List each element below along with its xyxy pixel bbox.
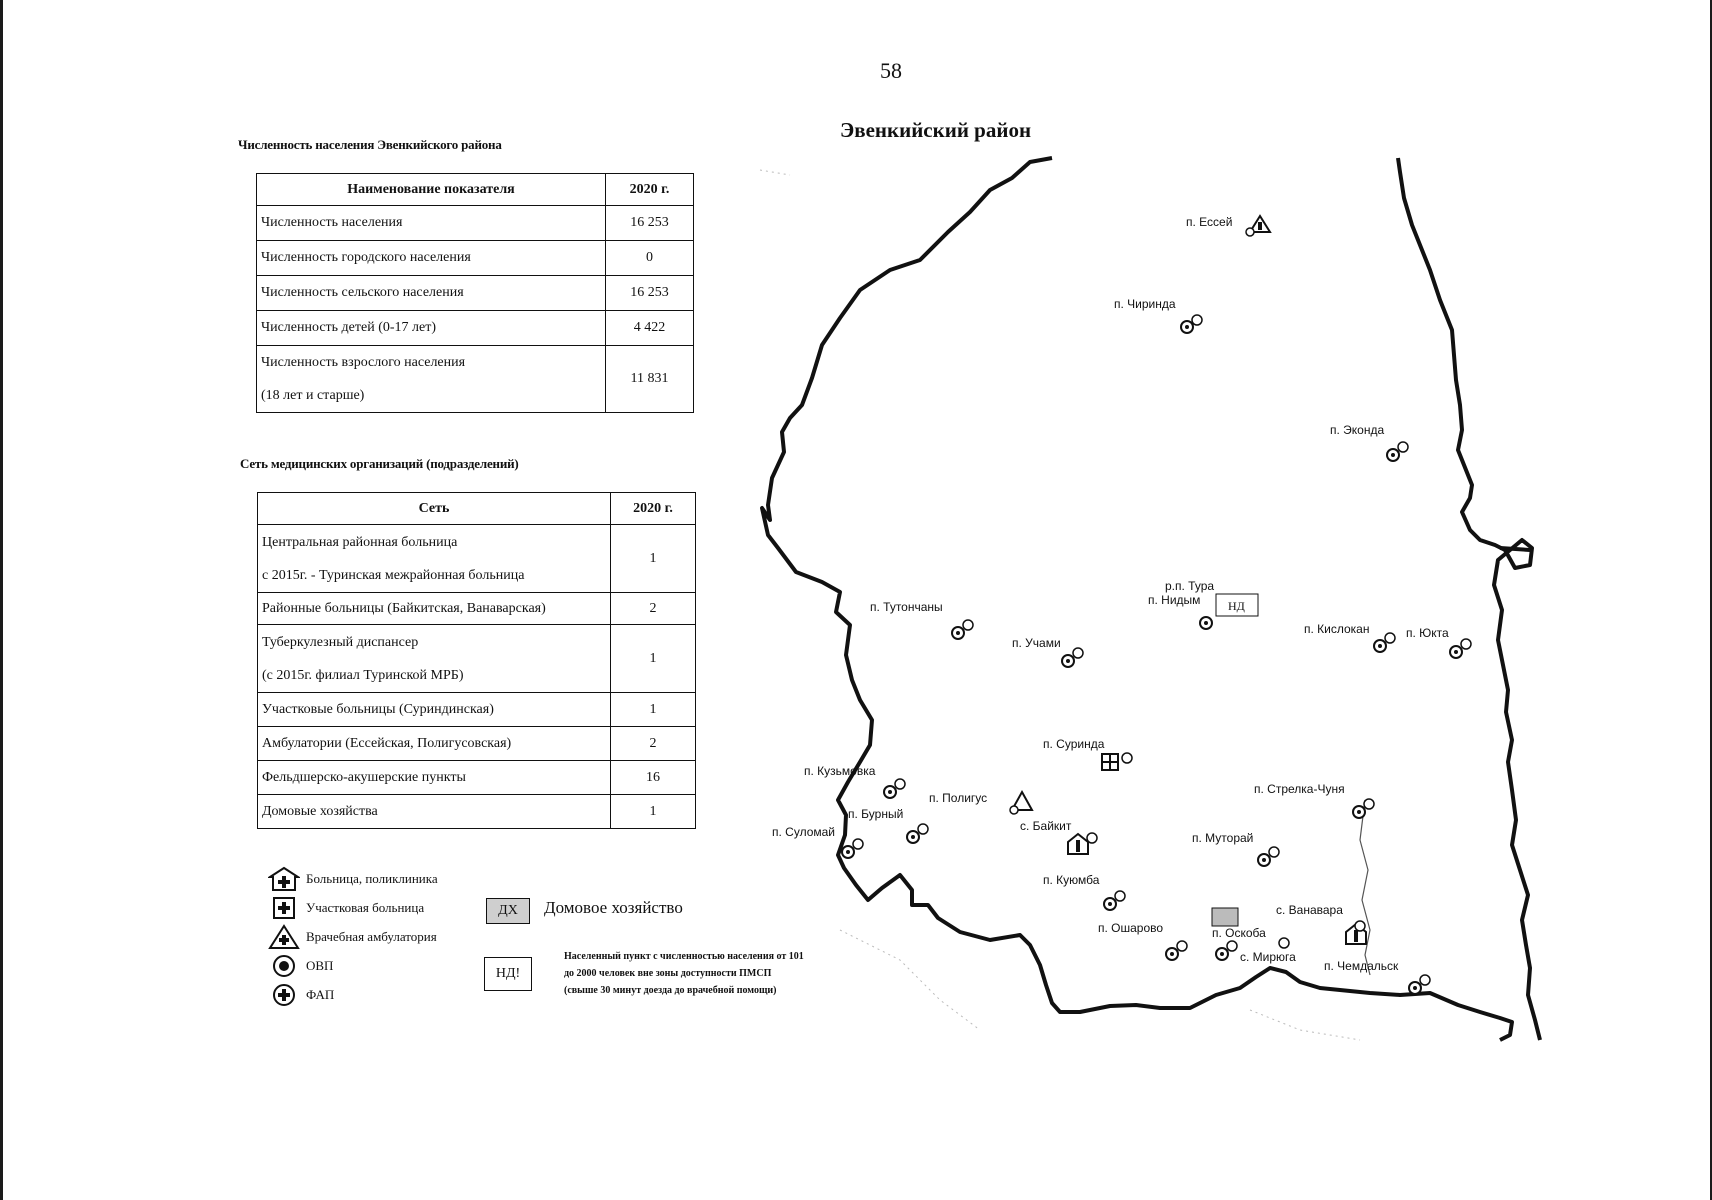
row-value: 16 253 (606, 206, 694, 241)
settlement-label: п. Ошарово (1098, 921, 1164, 935)
settlement-marker (907, 824, 928, 843)
settlement-marker (842, 839, 863, 858)
row-label-line: Туберкулезный диспансер (262, 634, 419, 650)
settlement-label: п. Суломай (772, 825, 836, 839)
settlement-marker (1181, 315, 1202, 333)
settlement-label: п. Куюмба (1043, 873, 1100, 887)
hospital-marker (1346, 921, 1366, 944)
settlement-label: с. Байкит (1020, 819, 1072, 833)
settlement-marker (1062, 648, 1083, 667)
settlement-marker (1104, 891, 1125, 910)
row-value: 1 (611, 693, 696, 727)
row-label: Численность городского населения (257, 241, 606, 276)
row-label-line: (18 лет и старше) (261, 388, 365, 403)
settlement-marker (1409, 975, 1430, 994)
settlement-label: п. Тутончаны (870, 600, 943, 614)
nd-marker-label: НД (1228, 599, 1245, 613)
map-title: Эвенкийский район (840, 118, 1032, 142)
settlement-label: п. Ессей (1186, 215, 1233, 229)
row-label-line: (с 2015г. филиал Туринской МРБ) (262, 667, 464, 683)
household-marker (1212, 908, 1238, 926)
settlement-marker (1450, 639, 1471, 658)
settlement-label: с. Мирюга (1240, 950, 1296, 964)
column-header: 2020 г. (606, 174, 694, 206)
row-value: 16 253 (606, 276, 694, 311)
settlement-label: р.п. Тура (1165, 579, 1215, 593)
district-border-east (1500, 548, 1530, 550)
row-label: Районные больницы (Байкитская, Ванаварская) (258, 593, 611, 625)
row-label: Численность сельского населения (257, 276, 606, 311)
row-label: Домовые хозяйства (258, 795, 611, 829)
row-value: 2 (611, 727, 696, 761)
row-value: 11 831 (606, 346, 694, 413)
row-label: Фельдшерско-акушерские пункты (258, 761, 611, 795)
settlement-label: с. Ванавара (1276, 903, 1343, 917)
row-label: Численность детей (0-17 лет) (257, 311, 606, 346)
settlement-marker (1258, 847, 1279, 866)
settlement-label: п. Нидым (1148, 593, 1201, 607)
row-label: Амбулатории (Ессейская, Полигусовская) (258, 727, 611, 761)
legend-label: Врачебная амбулатория (306, 929, 437, 944)
settlement-marker (1200, 617, 1212, 629)
column-header: Сеть (258, 493, 611, 525)
settlement-label: п. Чиринда (1114, 297, 1176, 311)
page-number: 58 (880, 58, 902, 83)
settlement-label: п. Юкта (1406, 626, 1449, 640)
settlement-label: п. Кислокан (1304, 622, 1370, 636)
row-label: Численность населения (257, 206, 606, 241)
row-label-line: Центральная районная больница (262, 534, 458, 550)
row-value: 1 (611, 525, 696, 593)
settlement-label: п. Кузьмовка (804, 764, 876, 778)
legend-label: Участковая больница (306, 900, 425, 915)
household-label: Домовое хозяйство (544, 898, 683, 917)
row-value: 2 (611, 593, 696, 625)
river (1360, 800, 1370, 975)
row-label: Участковые больницы (Суриндинская) (258, 693, 611, 727)
ambulatory-marker (1010, 792, 1032, 814)
hospital-marker (1068, 833, 1097, 854)
nd-description: Населенный пункт с численностью населения от 101 до 2000 человек вне зоны доступности ПМСП (свыше 30 минут доезда до врачебной помощи) (564, 951, 804, 996)
row-value: 4 422 (606, 311, 694, 346)
terrain-dots (760, 170, 1360, 1040)
household-symbol: ДХ (486, 898, 530, 924)
ambulatory-marker (1246, 216, 1270, 236)
settlement-label: п. Полигус (929, 791, 988, 805)
row-label-line: с 2015г. - Туринская межрайонная больница (262, 567, 525, 583)
settlement-label: п. Учами (1012, 636, 1061, 650)
legend-label: Больница, поликлиника (306, 871, 438, 886)
row-value: 16 (611, 761, 696, 795)
settlement-marker (1387, 442, 1408, 461)
settlement-label: п. Бурный (848, 807, 904, 821)
column-header: 2020 г. (611, 493, 696, 525)
population-table-title: Численность населения Эвенкийского района (238, 137, 502, 152)
settlement-marker (1166, 941, 1187, 960)
settlement-label: п. Стрелка-Чуня (1254, 782, 1345, 796)
column-header: Наименование показателя (257, 174, 606, 206)
settlement-marker (1216, 941, 1237, 960)
network-table-title: Сеть медицинских организаций (подразделений) (240, 456, 519, 471)
nd-symbol: НД! (484, 957, 532, 991)
row-value: 0 (606, 241, 694, 276)
settlement-marker (952, 620, 973, 639)
settlement-label: п. Эконда (1330, 423, 1385, 437)
settlement-label: п. Оскоба (1212, 926, 1266, 940)
row-value: 1 (611, 625, 696, 693)
settlement-label: п. Муторай (1192, 831, 1254, 845)
settlement-label: п. Чемдальск (1324, 959, 1399, 973)
settlement-label: п. Суринда (1043, 737, 1105, 751)
legend-label: ОВП (306, 958, 334, 973)
settlement-marker (1279, 938, 1289, 948)
district-hospital-marker (1102, 753, 1132, 770)
settlement-marker (884, 779, 905, 798)
legend-label: ФАП (306, 987, 335, 1002)
row-label-line: Численность взрослого населения (261, 355, 466, 370)
settlement-marker (1353, 799, 1374, 818)
settlement-marker (1374, 633, 1395, 652)
row-value: 1 (611, 795, 696, 829)
